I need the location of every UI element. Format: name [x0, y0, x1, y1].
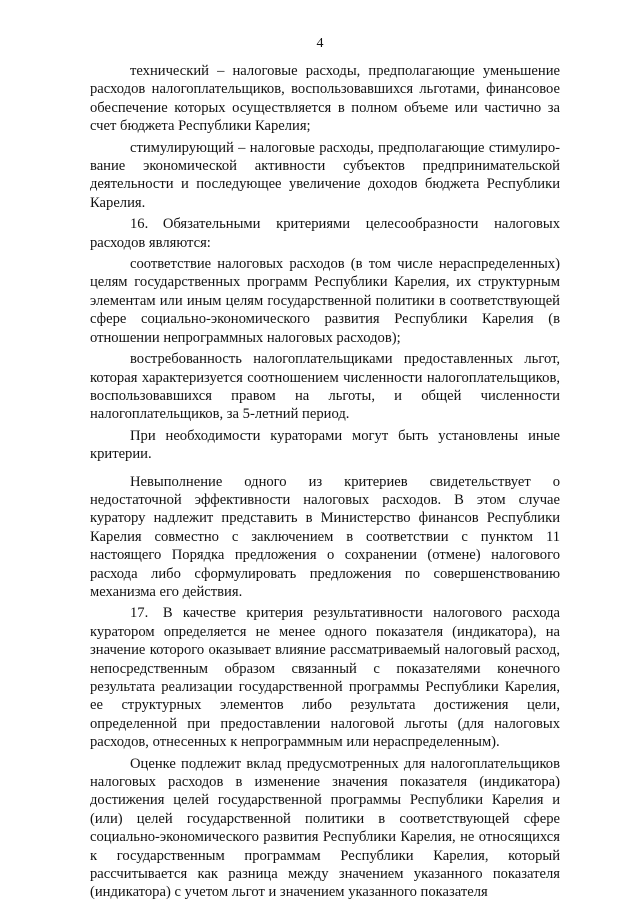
paragraph-item-16: 16. Обязательными критериями целесообразности налоговых расходов являются: — [90, 216, 560, 251]
page-number: 4 — [316, 36, 324, 51]
paragraph-criterion-compliance: соответствие налоговых расходов (в том числе нераспределенных) целям государственных программ Республики Карелия, их структурным элементам или иным целям государственной политики в соответствующей сфере социально-экономического развития Республики Карелия (в отношении непрограммных налоговых расходов); — [90, 256, 560, 346]
paragraph-criterion-demand: востребованность налогоплательщиками предоставленных льгот, которая характеризуется соотношением численности налогоплательщиков, воспользовавшихся правом на льготы, и общей численности налогоплательщиков, за 5-летний период. — [90, 351, 560, 423]
paragraph-stimulating-type: стимулирующий – налоговые расходы, предполагающие стимулирование экономической активности субъектов предпринимательской деятельности и последующее увеличение доходов бюджета Республики Карелия. — [90, 139, 560, 211]
paragraph-technical-type: технический – налоговые расходы, предполагающие уменьшение расходов налогоплательщиков, воспользовавшихся льготами, финансовое обеспечение которых осуществляется в полном объеме или частично за счет бюджета Республики Карелия; — [90, 63, 560, 135]
paragraph-other-criteria: При необходимости кураторами могут быть установлены иные критерии. — [90, 427, 560, 463]
document-body — [90, 62, 560, 902]
paragraph-noncompliance: Невыполнение одного из критериев свидетельствует о недостаточной эффективности налоговых расходов. В этом случае куратору надлежит представить в Министерство финансов Республики Карелия совместно с заключением в соответствии с пунктом 11 настоящего Порядка предложения о сохранении (отмене) налогового расхода либо сформулировать предложения по совершенствованию механизма его действия. — [90, 473, 560, 600]
paragraph-item-17: 17. В качестве критерия результативности налогового расхода куратором определяется не менее одного показателя (индикатора), на значение которого оказывает влияние рассматриваемый налоговый расход, непосредственным образом связанный с показателями конечного результата реализации государственной программы Республики Карелия, ее структурных элементов либо результата достижения цели, определенной при предоставлении налоговой льготы (для налоговых расходов, отнесенных к непрограммным или нераспределенным). — [90, 605, 560, 751]
paragraph-contribution-assessment: Оценке подлежит вклад предусмотренных для налогоплательщиков налоговых расходов в изменение значения показателя (индикатора) достижения целей государственной программы Республики Карелия и (или) целей государственной политики в соответствующей сфере социально-экономического развития Республики Карелия, не относящихся к государственным программам Республики Карелия, который рассчитывается как разница между значением указанного показателя (индикатора) с учетом льгот и значением указанного показателя — [90, 755, 560, 901]
